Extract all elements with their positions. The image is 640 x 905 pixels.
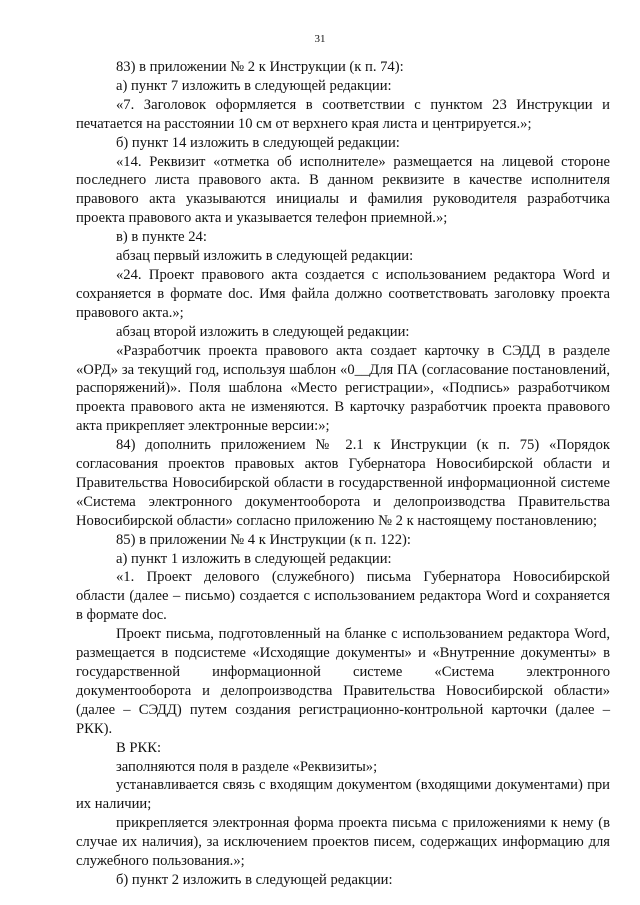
paragraph: абзац первый изложить в следующей редакции:: [116, 248, 414, 265]
paragraph: «24. Проект правового акта создается с использованием редактора Word и сохраняется в формате doc. Имя файла должно соответствовать заголовку проекта правового акта.»;: [76, 266, 610, 321]
paragraph: «7. Заголовок оформляется в соответствии с пунктом 23 Инструкции и печатается на расстоянии 10 см от верхнего края листа и центрируется.»;: [76, 96, 610, 132]
paragraph: 85) в приложении № 4 к Инструкции (к п. 122):: [116, 531, 411, 548]
paragraph: «Разработчик проекта правового акта создает карточку в СЭДД в разделе «ОРД» за текущий год, используя шаблон «0__Для ПА (согласование постановлений, распоряжений)». Поля шаблона «Место регистрации», «Подпись» разработчиком проекта правового акта не изменяются. В карточку разработчик проекта правового акта прикрепляет электронные версии:»;: [76, 342, 610, 435]
paragraph: Проект письма, подготовленный на бланке с использованием редактора Word, размещается в подсистеме «Исходящие документы» и «Внутренние документы» в государственной информационной системе «Система электронного документооборота и делопроизводства Правительства Новосибирской области» (далее – СЭДД) путем создания регистрационно-контрольной карточки (далее – РКК).: [76, 626, 610, 737]
document-body: [76, 58, 610, 890]
paragraph: В РКК:: [116, 739, 162, 756]
paragraph: б) пункт 14 изложить в следующей редакции:: [116, 134, 400, 151]
paragraph: заполняются поля в разделе «Реквизиты»;: [116, 758, 378, 775]
paragraph: в) в пункте 24:: [116, 229, 207, 246]
page-number: 31: [314, 33, 326, 45]
paragraph: «14. Реквизит «отметка об исполнителе» размещается на лицевой стороне последнего листа правового акта. В данном реквизите в качестве исполнителя правового акта указываются инициалы и фамилия руководителя разработчика проекта правового акта и указывается телефон приемной.»;: [76, 153, 610, 227]
paragraph: 83) в приложении № 2 к Инструкции (к п. 74):: [116, 59, 404, 75]
paragraph: прикрепляется электронная форма проекта письма с приложениями к нему (в случае их наличия), за исключением проектов писем, содержащих информацию для служебного пользования.»;: [76, 815, 610, 870]
paragraph: а) пункт 7 изложить в следующей редакции:: [116, 77, 392, 94]
paragraph: устанавливается связь с входящим документом (входящими документами) при их наличии;: [76, 777, 610, 813]
paragraph: а) пункт 1 изложить в следующей редакции:: [116, 550, 392, 567]
paragraph: абзац второй изложить в следующей редакции:: [116, 323, 410, 340]
paragraph: б) пункт 2 изложить в следующей редакции:: [116, 871, 393, 888]
paragraph: 84) дополнить приложением № 2.1 к Инструкции (к п. 75) «Порядок согласования проектов правовых актов Губернатора Новосибирской области и Правительства Новосибирской области в государственной информационной системе «Система электронного документооборота и делопроизводства Правительства Новосибирской области» согласно приложению № 2 к настоящему постановлению;: [76, 437, 610, 529]
paragraph: «1. Проект делового (служебного) письма Губернатора Новосибирской области (далее – письмо) создается с использованием редактора Word и сохраняется в формате doc.: [76, 569, 610, 624]
